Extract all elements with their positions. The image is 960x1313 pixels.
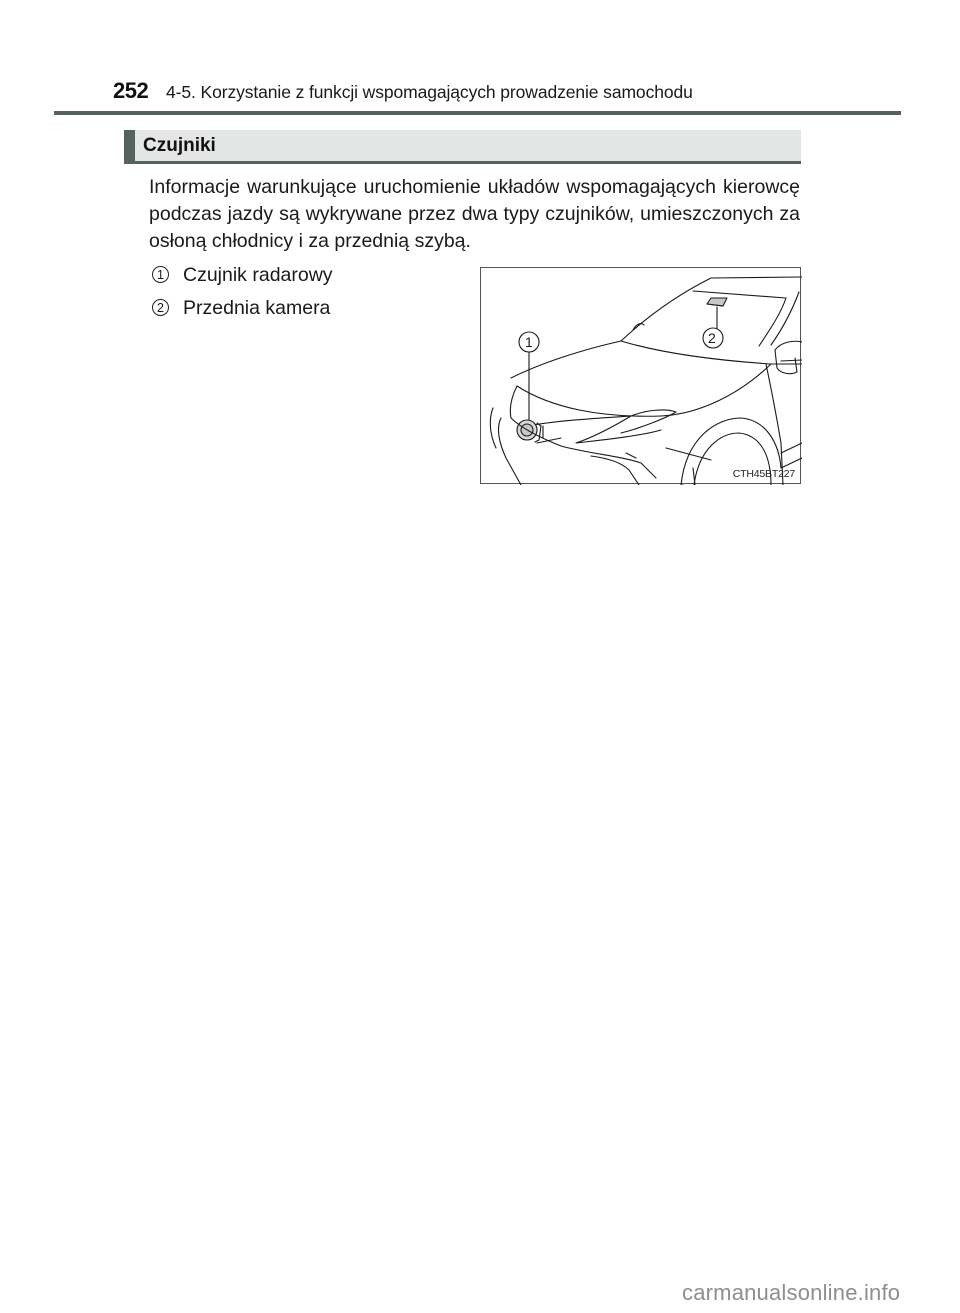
legend-list (152, 258, 333, 324)
section-accent (124, 130, 135, 161)
section-title: Czujniki (143, 135, 216, 156)
legend-item (152, 258, 333, 291)
watermark: carmanualsonline.info (682, 1280, 901, 1305)
callout-number-icon: 1 (152, 266, 169, 283)
callout-2-label: 2 (708, 330, 716, 346)
legend-label: Czujnik radarowy (183, 263, 333, 286)
figure-code: CTH45BT227 (732, 468, 795, 480)
page-number: 252 (113, 78, 149, 103)
legend-item (152, 291, 333, 324)
car-front-drawing-icon (481, 268, 802, 485)
running-head: 4-5. Korzystanie z funkcji wspomagających prowadzenie samochodu (166, 82, 693, 102)
callout-number-icon: 2 (152, 299, 169, 316)
body-paragraph: Informacje warunkujące uruchomienie układów wspomagających kierowcę podczas jazdy są wykrywane przez dwa typy czujników, umieszczonych za osłoną chłodnicy i za przednią szybą. (149, 176, 800, 252)
header-rule (54, 111, 901, 115)
car-sensor-illustration (480, 267, 801, 484)
legend-label: Przednia kamera (183, 296, 331, 319)
section-heading-bar (124, 130, 801, 164)
callout-1-label: 1 (525, 334, 533, 350)
